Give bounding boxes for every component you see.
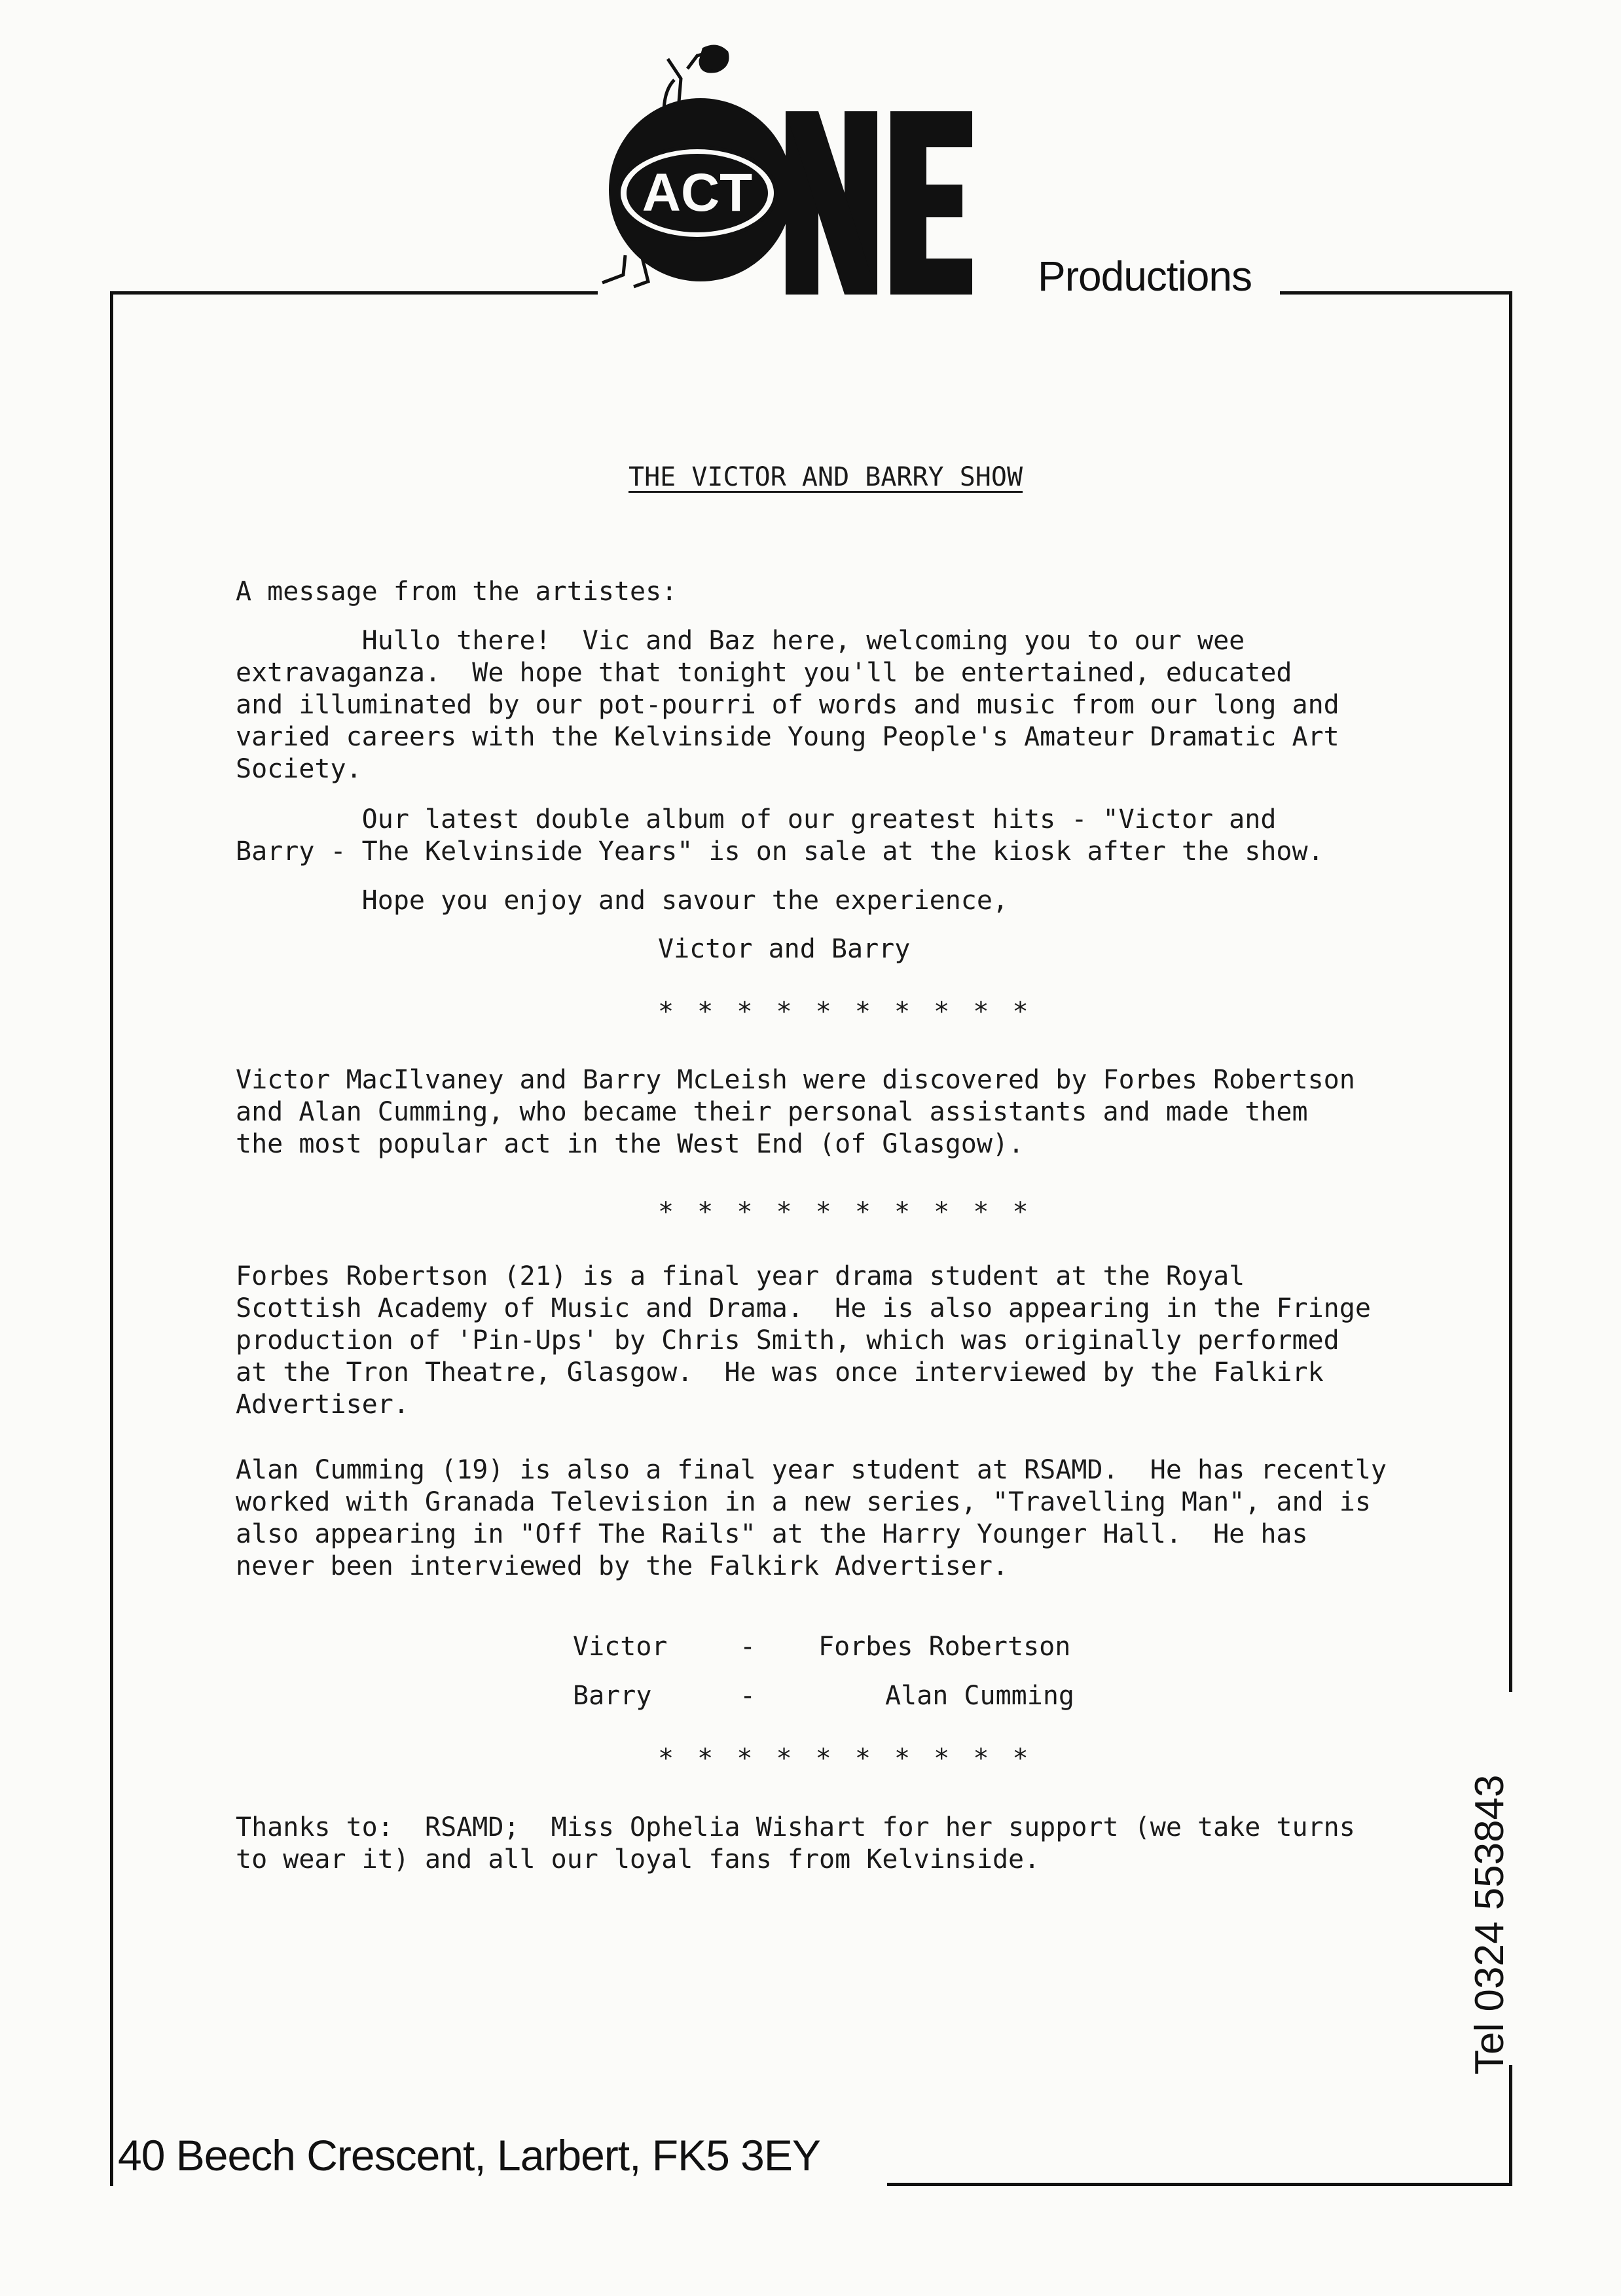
signature: Victor and Barry — [658, 934, 911, 964]
paragraph-line: Thanks to: RSAMD; Miss Ophelia Wishart for her support (we take turns — [236, 1812, 1355, 1842]
logo-ne-letters — [786, 111, 972, 295]
paragraph-line: and illuminated by our pot-pourri of words and music from our long and — [236, 690, 1339, 720]
cast-role: Victor — [573, 1632, 668, 1662]
paragraph-line: Forbes Robertson (21) is a final year drama student at the Royal — [236, 1261, 1245, 1291]
divider-stars: * * * * * * * * * * — [658, 1197, 1032, 1227]
paragraph-line: Alan Cumming (19) is also a final year student at RSAMD. He has recently — [236, 1455, 1387, 1485]
paragraph-line: to wear it) and all our loyal fans from Kelvinside. — [236, 1844, 1040, 1874]
document-title: THE VICTOR AND BARRY SHOW — [628, 462, 1023, 492]
paragraph-line: Scottish Academy of Music and Drama. He is also appearing in the Fringe — [236, 1293, 1371, 1323]
paragraph-line: production of 'Pin-Ups' by Chris Smith, which was originally performed — [236, 1325, 1339, 1355]
act-one-logo — [563, 39, 1061, 308]
divider-stars: * * * * * * * * * * — [658, 997, 1032, 1027]
paragraph-line: never been interviewed by the Falkirk Advertiser. — [236, 1551, 1009, 1581]
paragraph-line: Advertiser. — [236, 1390, 409, 1420]
paragraph-line: and Alan Cumming, who became their personal assistants and made them — [236, 1097, 1308, 1127]
paragraph-line: Hullo there! Vic and Baz here, welcoming you to our wee — [236, 626, 1245, 656]
paragraph-line: worked with Granada Television in a new series, "Travelling Man", and is — [236, 1487, 1371, 1517]
cast-dash: - — [740, 1632, 756, 1662]
address-footer: 40 Beech Crescent, Larbert, FK5 3EY — [118, 2131, 820, 2179]
paragraph-line: also appearing in "Off The Rails" at the Harry Younger Hall. He has — [236, 1519, 1308, 1549]
paragraph-line: varied careers with the Kelvinside Young People's Amateur Dramatic Art — [236, 722, 1339, 752]
cast-actor: Forbes Robertson — [818, 1632, 1071, 1662]
frame-top-right-line — [1280, 291, 1512, 295]
telephone-number: Tel 0324 553843 — [1467, 1774, 1512, 2075]
logo-act-text: ACT — [642, 163, 753, 223]
paragraph-line: at the Tron Theatre, Glasgow. He was once interviewed by the Falkirk — [236, 1357, 1324, 1388]
message-heading: A message from the artistes: — [236, 577, 678, 607]
frame-right-lower-line — [1509, 2065, 1512, 2186]
paragraph-line: Barry - The Kelvinside Years" is on sale at the kiosk after the show. — [236, 836, 1324, 867]
cast-actor: Alan Cumming — [885, 1681, 1074, 1711]
cast-dash: - — [740, 1681, 756, 1711]
frame-bottom-line — [887, 2183, 1512, 2186]
cast-role: Barry — [573, 1681, 652, 1711]
paragraph-line: Society. — [236, 754, 362, 784]
divider-stars: * * * * * * * * * * — [658, 1744, 1032, 1774]
frame-top-left-line — [110, 291, 598, 295]
paragraph-enjoy: Hope you enjoy and savour the experience, — [236, 886, 1009, 916]
frame-left-line — [110, 291, 113, 2186]
paragraph-line: the most popular act in the West End (of Glasgow). — [236, 1129, 1025, 1159]
productions-label: Productions — [1038, 253, 1252, 300]
frame-right-upper-line — [1509, 291, 1512, 1692]
paragraph-line: extravaganza. We hope that tonight you'll be entertained, educated — [236, 658, 1292, 688]
paragraph-line: Our latest double album of our greatest hits - "Victor and — [236, 804, 1277, 834]
paragraph-line: Victor MacIlvaney and Barry McLeish were discovered by Forbes Robertson — [236, 1065, 1355, 1095]
